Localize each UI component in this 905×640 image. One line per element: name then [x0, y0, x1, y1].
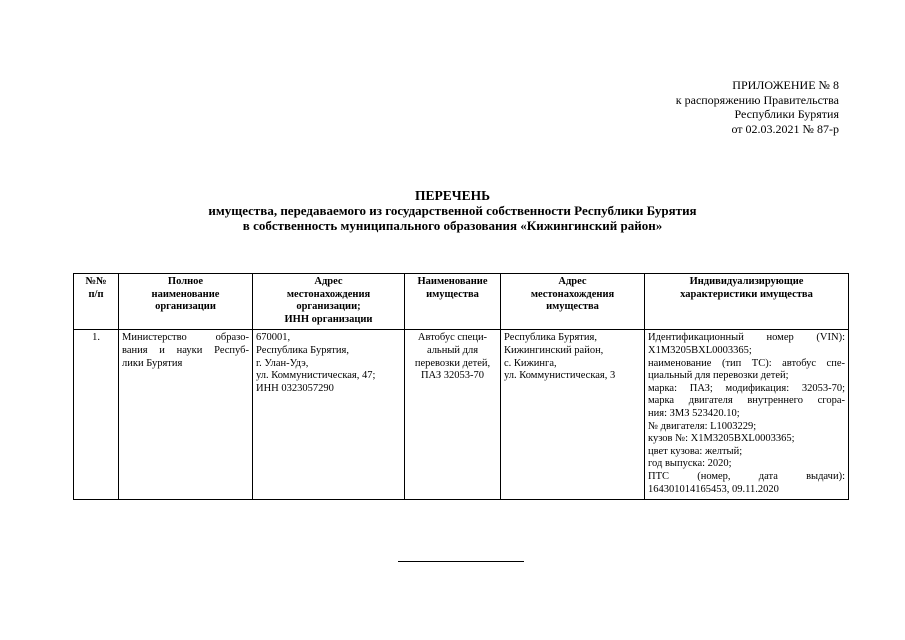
header-text: местонахождения [530, 288, 615, 300]
header-text: наименование [151, 288, 220, 300]
appendix-line: к распоряжению Правительства [675, 92, 839, 107]
cell-text: Кижингинский район, [504, 344, 604, 356]
cell-text: 164301014165453, 09.11.2020 [648, 483, 779, 495]
header-text: Адрес [314, 276, 343, 287]
title-line: в собственность муниципального образования «Кижингинский район» [242, 218, 663, 233]
cell-org-name [119, 330, 253, 500]
cell-text: лики Бурятия [122, 357, 183, 369]
cell-text: № двигателя: L1003229; [648, 420, 757, 432]
header-text: организации; [296, 301, 361, 313]
cell-text: марка двигателя внутреннего сгора- [648, 395, 845, 407]
cell-text: год выпуска: 2020; [648, 458, 732, 470]
header-text: п/п [88, 288, 104, 300]
title-line: имущества, передаваемого из государственной собственности Республики Бурятия [208, 203, 697, 218]
closing-rule [398, 561, 524, 562]
header-text: имущества [426, 288, 479, 300]
property-table [73, 273, 849, 500]
header-text: №№ [85, 276, 107, 287]
cell-text: Республика Бурятия, [256, 344, 349, 356]
header-number [74, 274, 119, 330]
cell-text: ул. Коммунистическая, 47; [256, 370, 376, 382]
cell-text: ИНН 0323057290 [256, 382, 334, 394]
cell-characteristics [645, 330, 849, 500]
table-header-row [74, 274, 849, 330]
cell-text: наименование (тип ТС): автобус спе- [648, 357, 845, 369]
cell-text: Автобус специ- [417, 332, 488, 344]
cell-text: перевозки детей, [414, 357, 491, 369]
cell-text: ул. Коммунистическая, 3 [504, 370, 616, 382]
header-text: имущества [546, 301, 599, 313]
header-org-name [119, 274, 253, 330]
cell-text: циальный для перевозки детей; [648, 370, 789, 382]
header-text: ИНН организации [284, 313, 373, 325]
cell-text: с. Кижинга, [504, 357, 557, 369]
cell-text: Министерство образо- [122, 332, 249, 344]
header-property-name [405, 274, 501, 330]
cell-property-name [405, 330, 501, 500]
cell-text: 670001, [256, 332, 291, 344]
cell-text: кузов №: X1M3205BXL0003365; [648, 433, 795, 445]
cell-text: X1M3205BXL0003365; [648, 344, 752, 356]
header-text: Наименование [417, 276, 488, 287]
appendix-line: ПРИЛОЖЕНИЕ № 8 [732, 78, 839, 92]
cell-text: цвет кузова: желтый; [648, 445, 743, 457]
appendix-line: от 02.03.2021 № 87-р [731, 121, 839, 136]
title-line: ПЕРЕЧЕНЬ [414, 188, 491, 203]
appendix-line: Республики Бурятия [734, 107, 839, 121]
header-property-address [501, 274, 645, 330]
header-text: местонахождения [286, 288, 371, 300]
cell-number: 1. [74, 330, 119, 500]
cell-text: марка: ПАЗ; модификация: 32053-70; [648, 382, 845, 394]
appendix-block [676, 78, 839, 136]
cell-text: ПТС (номер, дата выдачи): [648, 470, 845, 482]
header-text: Полное [167, 276, 204, 287]
header-text: Адрес [558, 276, 587, 287]
header-characteristics [645, 274, 849, 330]
cell-text: альный для [426, 344, 479, 356]
table-row [74, 330, 849, 500]
document-title [0, 188, 905, 233]
header-org-address [253, 274, 405, 330]
header-text: Индивидуализирующие [689, 276, 804, 287]
header-text: организации [155, 301, 216, 313]
cell-text: Республика Бурятия, [504, 332, 597, 344]
cell-text: г. Улан-Удэ, [256, 357, 309, 369]
cell-property-address [501, 330, 645, 500]
header-text: характеристики имущества [680, 288, 813, 300]
cell-text: вания и науки Респуб- [122, 344, 249, 356]
cell-text: ПАЗ 32053-70 [420, 370, 485, 382]
cell-org-address [253, 330, 405, 500]
cell-text: Идентификационный номер (VIN): [648, 332, 845, 344]
cell-text: ния: ЗМЗ 523420.10; [648, 407, 740, 419]
